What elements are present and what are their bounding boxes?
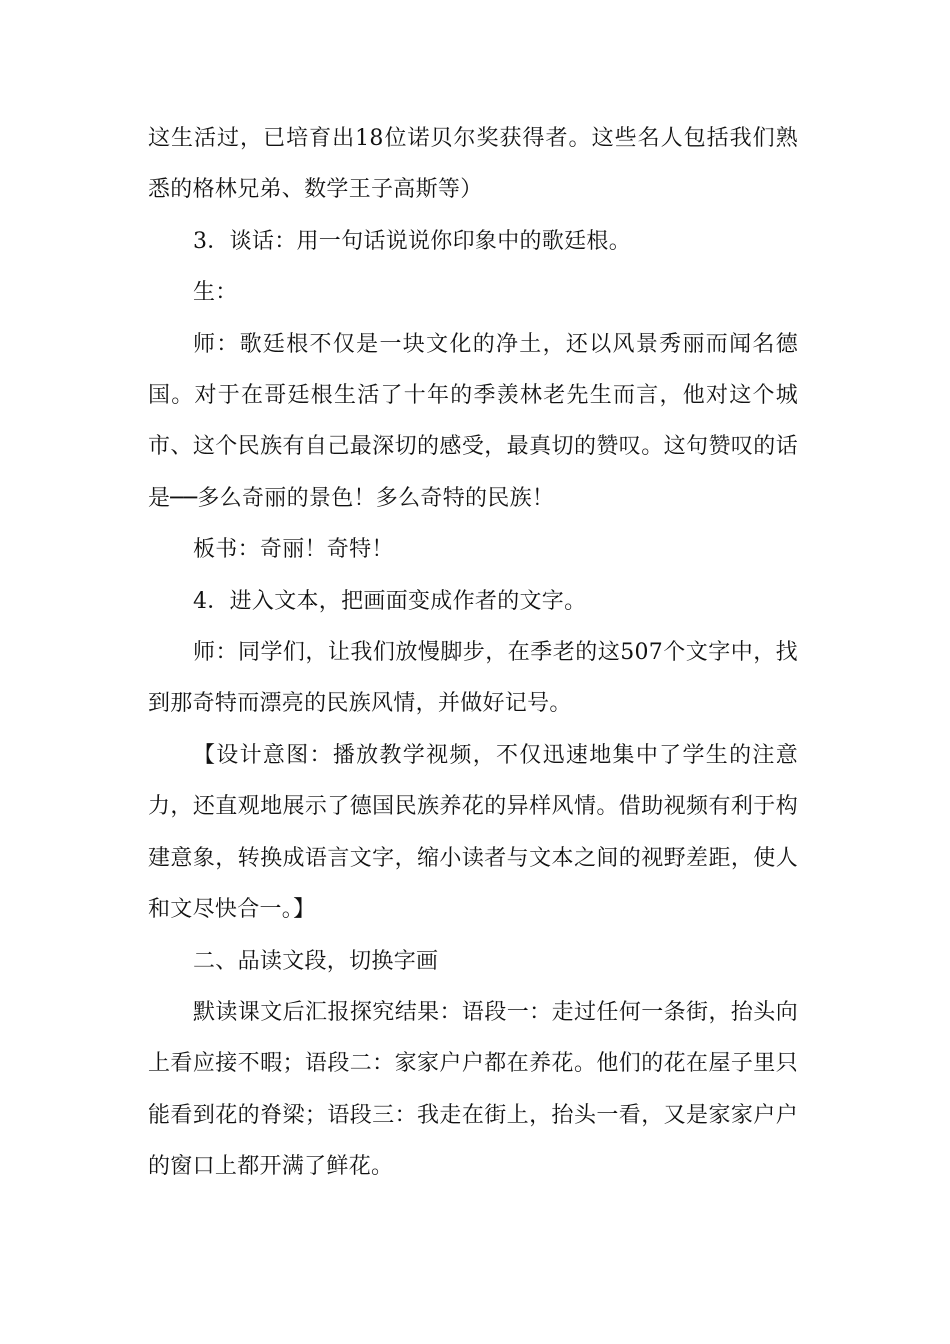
document-body: [148, 113, 798, 1193]
paragraph-reading-results: 默读课文后汇报探究结果：语段一：走过任何一条街，抬头向上看应接不暇；语段二：家家户户都在养花。他们的花在屋子里只能看到花的脊梁；语段三：我走在街上，抬头一看，又是家家户户的窗口上都开满了鲜花。: [148, 999, 798, 1180]
paragraph-teacher-1: 师：歌廷根不仅是一块文化的净土，还以风景秀丽而闻名德国。对于在哥廷根生活了十年的季羡林老先生而言，他对这个城市、这个民族有自己最深切的感受，最真切的赞叹。这句赞叹的话是──多么奇丽的景色！多么奇特的民族！: [148, 331, 798, 511]
paragraph-step-4: 4．进入文本，把画面变成作者的文字。: [193, 588, 587, 614]
section-heading-2: 二、品读文段，切换字画: [193, 948, 439, 974]
paragraph-student: 生：: [193, 280, 238, 306]
paragraph-blackboard: 板书：奇丽！奇特！: [193, 537, 394, 563]
paragraph-step-3: 3．谈话：用一句话说说你印象中的歌廷根。: [193, 228, 631, 254]
paragraph-teacher-2: 师：同学们，让我们放慢脚步，在季老的这507个文字中，找到那奇特而漂亮的民族风情，并做好记号。: [148, 640, 798, 717]
paragraph-continuation: 这生活过，已培育出18位诺贝尔奖获得者。这些名人包括我们熟悉的格林兄弟、数学王子高斯等）: [148, 126, 798, 203]
paragraph-design-intent: 【设计意图：播放教学视频，不仅迅速地集中了学生的注意力，还直观地展示了德国民族养花的异样风情。借助视频有利于构建意象，转换成语言文字，缩小读者与文本之间的视野差距，使人和文尽快合一。】: [148, 742, 798, 923]
